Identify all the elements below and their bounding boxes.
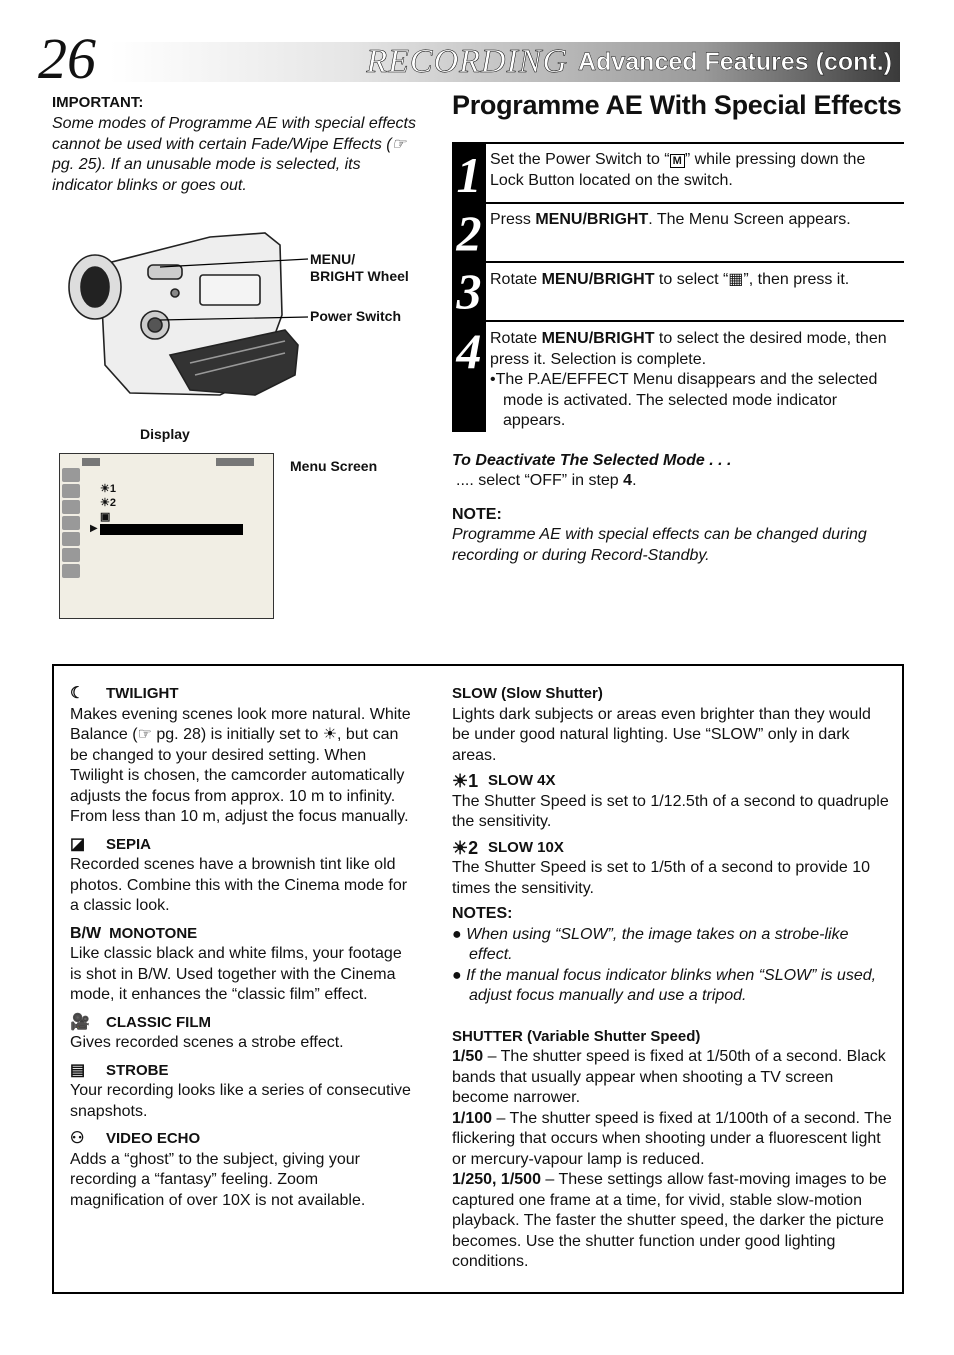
notes-list: [452, 925, 892, 1007]
shutter-title: SHUTTER (Variable Shutter Speed): [452, 1027, 701, 1045]
slow-item-name: SLOW 4X: [488, 772, 556, 789]
slow-item-name: SLOW 10X: [488, 838, 564, 856]
shutter-item-1-250-500: 1/250, 1/500 – These settings allow fast-moving images to be captured one frame at a time, for vivid, stable slow-motion playback. The faster the shutter speed, the darker the picture becomes. Use the shutter function under good lighting conditions.: [452, 1171, 887, 1270]
manual-mode-icon: M: [670, 154, 685, 168]
step-number: 1: [456, 147, 482, 203]
slow-4x-heading: [452, 771, 892, 792]
page-number: 26: [38, 26, 96, 91]
deactivate-text: .... select “OFF” in step 4.: [456, 472, 637, 489]
slow-10x-heading: [452, 838, 892, 859]
effect-heading-sepia: [70, 835, 415, 856]
effect-description-video-echo: Adds a “ghost” to the subject, giving your recording a “fantasy” feeling. Zoom magnification of over 10X is not available.: [70, 1150, 366, 1209]
slow-title: SLOW (Slow Shutter): [452, 685, 603, 702]
callout-menu-bright-wheel: [310, 251, 409, 285]
slow-10x-icon: ☀2: [452, 837, 479, 858]
sepia-icon: ◪: [70, 835, 86, 853]
menu-cursor-icon: ▶: [90, 523, 98, 534]
step-rule: [486, 261, 904, 263]
shutter-item-1-50: 1/50 – The shutter speed is fixed at 1/50th of a second. Black bands that usually appear when shooting a TV screen become narrower.: [452, 1048, 886, 1106]
effect-name: VIDEO ECHO: [106, 1130, 201, 1147]
slow-description: Lights dark subjects or areas even brighter than they would be under good natural lighting. Use “SLOW” only in dark areas.: [452, 705, 871, 764]
important-text: Some modes of Programme AE with special effects cannot be used with certain Fade/Wipe Effects (☞ pg. 25). If an unusable mode is selected, its indicator blinks or goes out.: [52, 115, 416, 194]
deactivate-title: To Deactivate The Selected Mode . . .: [452, 452, 732, 469]
step-1-text: Set the Power Switch to “ M ” while pressing down the Lock Button located on the switch.: [490, 151, 866, 189]
effect-name: SEPIA: [106, 835, 152, 853]
notes-label: NOTES:: [452, 905, 513, 922]
callout-wheel-line1: MENU/: [310, 251, 356, 267]
menu-items: [100, 482, 116, 524]
sun-icon: ☀: [322, 726, 338, 743]
header-title-main: RECORDING: [366, 43, 569, 80]
step-rule: [486, 320, 904, 322]
strobe-icon: ▤: [70, 1061, 86, 1079]
effect-heading-twilight: [70, 684, 415, 705]
header-title: [366, 42, 892, 82]
effect-heading-strobe: [70, 1061, 415, 1082]
effect-heading-classic-film: [70, 1013, 415, 1034]
pae-effect-menu-icon: ▦: [728, 271, 744, 288]
twilight-icon: ☾: [70, 685, 85, 702]
effect-name: CLASSIC FILM: [106, 1013, 211, 1031]
effect-name: MONOTONE: [109, 924, 198, 942]
menu-screen: [59, 453, 274, 619]
effect-description-strobe: Your recording looks like a series of consecutive snapshots.: [70, 1082, 411, 1120]
callout-power-switch: Power Switch: [310, 308, 402, 324]
header-bar: [110, 42, 900, 82]
slow-4x-description: The Shutter Speed is set to 1/12.5th of a second to quadruple the sensitivity.: [452, 792, 889, 830]
menu-highlight-bar: [100, 524, 243, 535]
header-title-sub: Advanced Features (cont.): [578, 47, 892, 76]
shutter-item-1-100: 1/100 – The shutter speed is fixed at 1/100th of a second. The flickering that occurs when shooting under a fluorescent light or mercury-vapour lamp is reduced.: [452, 1109, 892, 1168]
effect-description-sepia: Recorded scenes have a brownish tint like old photos. Combine this with the Cinema mode for a classic look.: [70, 856, 408, 914]
step-rule: [486, 142, 904, 144]
effect-name: STROBE: [106, 1061, 169, 1079]
slow-4x-icon: ☀1: [452, 771, 479, 791]
monotone-icon: B/W: [70, 924, 102, 942]
slow-10x-description: The Shutter Speed is set to 1/5th of a second to provide 10 times the sensitivity.: [452, 859, 871, 897]
effect-heading-monotone: [70, 924, 415, 945]
effects-right-column: [452, 684, 892, 1273]
menu-screen-label: Menu Screen: [290, 458, 378, 474]
step-3-text: Rotate MENU/BRIGHT to select “▦”, then press it.: [490, 271, 850, 288]
film-camera-icon: 🎥: [70, 1013, 90, 1031]
step-4-bullet: •The P.AE/EFFECT Menu disappears and the selected mode is activated. The selected mode indicator appears.: [490, 371, 878, 429]
step-number: 3: [456, 263, 482, 319]
note-item: ● When using “SLOW”, the image takes on a strobe-like effect.: [452, 925, 849, 963]
important-label: IMPORTANT:: [52, 94, 144, 111]
menu-item-slow10x: ☀2: [100, 497, 116, 509]
note-item: ● If the manual focus indicator blinks when “SLOW” is used, adjust focus manually and use a tripod.: [452, 966, 877, 1004]
effect-heading-video-echo: [70, 1129, 415, 1150]
menu-top-marker-left: [82, 458, 100, 466]
menu-item-echo: ▣: [100, 511, 111, 523]
step-4-text: Rotate MENU/BRIGHT to select the desired mode, then press it. Selection is complete. •The P.AE/EFFECT Menu disappears and the selected mode is activated. The selected mode indicator appears.: [490, 329, 902, 432]
effect-description-classic-film: Gives recorded scenes a strobe effect.: [70, 1034, 344, 1051]
step-number: 2: [456, 205, 482, 261]
menu-icon-column: [62, 468, 80, 578]
effect-description-twilight: Makes evening scenes look more natural. White Balance (☞ pg. 28) is initially set to ☀, but can be changed to your desired setting. When Twilight is chosen, the camcorder automatically adjusts the focus from approx. 10 m to infinity. From less than 10 m, adjust the focus manually.: [70, 705, 411, 825]
step-rule: [486, 202, 904, 204]
callout-wheel-line2: BRIGHT Wheel: [310, 268, 409, 284]
camcorder-illustration: [60, 225, 310, 405]
effect-description-monotone: Like classic black and white films, your footage is shot in B/W. Used together with the Cinema mode, it enhances the “classic film” effect.: [70, 945, 402, 1003]
display-label: Display: [140, 426, 190, 442]
menu-item-slow4x: ☀1: [100, 483, 116, 495]
step-2-text: Press MENU/BRIGHT. The Menu Screen appears.: [490, 211, 851, 228]
effects-left-column: [70, 684, 415, 1218]
section-title: Programme AE With Special Effects: [452, 90, 902, 120]
note-label: NOTE:: [452, 506, 502, 523]
effect-name: TWILIGHT: [106, 685, 179, 702]
step-number: 4: [456, 323, 482, 379]
menu-top-marker-right: [216, 458, 254, 466]
note-text: Programme AE with special effects can be changed during recording or during Record-Standby.: [452, 526, 867, 564]
video-echo-icon: ⚇: [70, 1130, 85, 1147]
